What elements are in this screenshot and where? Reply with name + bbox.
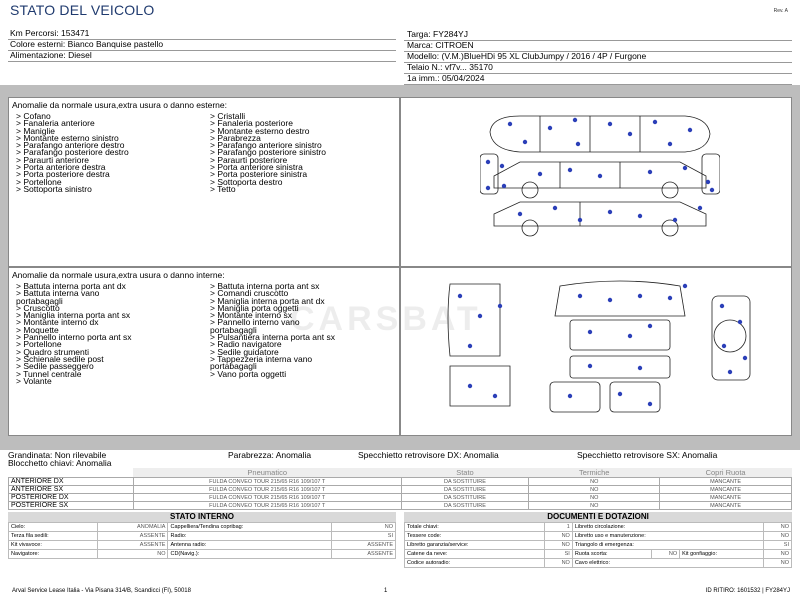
interior-item: > Battuta interna vano <box>16 288 100 299</box>
field-value: NO <box>544 532 572 541</box>
footer-id-ritiro: ID RITIRO: 1601532 | FY284YJ <box>705 588 790 594</box>
damage-marker <box>728 370 732 374</box>
exterior-item: > Porta posteriore sinistra <box>210 169 308 180</box>
info-km: Km Percorsi: 153471 <box>10 28 90 38</box>
damage-marker <box>498 304 502 308</box>
tyre-header-termiche: Termiche <box>529 468 660 478</box>
interior-item: > Montante interno sx <box>210 310 292 321</box>
damage-marker <box>486 160 490 164</box>
interior-item: > Quadro strumenti <box>16 346 89 357</box>
exterior-item: > Cofano <box>16 111 51 121</box>
watermark: CARSBAT <box>290 300 482 338</box>
tyre-model: FULDA CONVEO TOUR 215/65 R16 109/107 T <box>133 494 401 502</box>
exterior-item: > Portellone <box>16 176 62 187</box>
interior-list-left <box>16 283 132 385</box>
frame-right <box>792 97 800 439</box>
exterior-item: > Parafango anteriore sinistro <box>210 140 322 151</box>
field-value: NO <box>764 532 792 541</box>
interior-item: > Tappezzeria interna vano <box>210 353 313 364</box>
interior-item: > Sedile passeggero <box>16 361 94 372</box>
interior-item: > Volante <box>16 375 52 386</box>
info-immatricolazione: 1a imm.: 05/04/2024 <box>407 73 485 83</box>
damage-marker <box>468 384 472 388</box>
page-title: STATO DEL VEICOLO <box>10 2 155 18</box>
damage-marker <box>618 392 622 396</box>
field-label: Cielo: <box>9 523 98 532</box>
field-value: SI <box>331 532 395 541</box>
tyre-model: FULDA CONVEO TOUR 215/65 R16 109/107 T <box>133 478 401 486</box>
damage-marker <box>578 294 582 298</box>
interior-item: > Pannello interno vano <box>210 317 300 328</box>
interior-item: > Tunnel centrale <box>16 368 82 379</box>
interior-item: portabagagli <box>210 324 257 335</box>
interior-item: > Maniglia interna porta ant sx <box>16 310 131 321</box>
interior-item: > Schienale sedile post <box>16 353 104 364</box>
frame-left <box>0 97 8 439</box>
tyre-stato: DA SOSTITUIRE <box>401 486 529 494</box>
stato-interno-table <box>8 522 396 559</box>
damage-marker <box>588 364 592 368</box>
revision-label: Rev. A <box>773 8 788 14</box>
damage-marker <box>502 184 506 188</box>
damage-marker <box>608 122 612 126</box>
damage-marker <box>518 212 522 216</box>
field-label: Cavo elettrico: <box>572 559 763 568</box>
interior-item: > Battuta interna porta ant dx <box>16 281 126 291</box>
tyre-termiche: NO <box>529 478 660 486</box>
field-value: NO <box>652 550 680 559</box>
damage-marker <box>486 186 490 190</box>
field-label: Cappelliera/Tendina copribag: <box>168 523 331 532</box>
exterior-item: > Paraurti posteriore <box>210 154 288 165</box>
table-row <box>405 559 792 568</box>
interior-item: > Cruscotto <box>16 302 60 313</box>
tyre-termiche: NO <box>529 494 660 502</box>
field-label: Codice autoradio: <box>405 559 545 568</box>
info-telaio: Telaio N.: vf7v... 35170 <box>407 62 493 72</box>
interior-diagram <box>440 276 780 432</box>
tyre-model: FULDA CONVEO TOUR 215/65 R16 109/107 T <box>133 486 401 494</box>
footer-page-number: 1 <box>384 588 388 594</box>
table-row <box>9 523 396 532</box>
table-row <box>9 541 396 550</box>
field-value: ANOMALIA <box>98 523 168 532</box>
field-label: Libretto circolazione: <box>572 523 763 532</box>
exterior-item: > Porta anteriore sinistra <box>210 162 303 173</box>
section-band <box>0 85 800 97</box>
interior-item: > Moquette <box>16 324 59 335</box>
status-parabrezza: Parabrezza: Anomalia <box>228 450 312 460</box>
interior-item: portabagagli <box>16 295 63 306</box>
field-value: ASSENTE <box>98 532 168 541</box>
table-row <box>405 541 792 550</box>
table-row <box>405 523 792 532</box>
frame-bottom <box>0 436 800 450</box>
exterior-item: > Paraurti anteriore <box>16 154 89 165</box>
tyre-termiche: NO <box>529 486 660 494</box>
table-row <box>9 502 792 510</box>
interior-item: > Radio navigatore <box>210 339 282 350</box>
field-label: Catene da neve: <box>405 550 545 559</box>
damage-marker <box>608 298 612 302</box>
field-label: Totale chiavi: <box>405 523 545 532</box>
field-label: Ruota scorta: <box>572 550 651 559</box>
exterior-item: > Sottoporta destro <box>210 176 283 187</box>
tyre-position: POSTERIORE DX <box>9 494 134 502</box>
damage-marker <box>738 320 742 324</box>
damage-marker <box>588 330 592 334</box>
table-row <box>9 486 792 494</box>
damage-marker <box>493 394 497 398</box>
field-label: Triangolo di emergenza: <box>572 541 763 550</box>
damage-marker <box>568 394 572 398</box>
field-label: CD(Navig.): <box>168 550 331 559</box>
damage-marker <box>576 142 580 146</box>
interior-item: > Montante interno dx <box>16 317 99 328</box>
damage-marker <box>553 206 557 210</box>
interior-item: > Maniglia porta oggetti <box>210 302 299 313</box>
exterior-item: > Porta posteriore destra <box>16 169 110 180</box>
interior-item: > Battuta interna porta ant sx <box>210 281 320 291</box>
field-label: Radio: <box>168 532 331 541</box>
damage-marker <box>568 168 572 172</box>
damage-marker <box>688 128 692 132</box>
damage-marker <box>722 344 726 348</box>
exterior-car-diagram <box>480 104 720 264</box>
interior-item: portabagagli <box>210 361 257 372</box>
tyre-header-stato: Stato <box>401 468 529 478</box>
field-value: ASSENTE <box>98 541 168 550</box>
exterior-item: > Sottoporta sinistro <box>16 183 92 194</box>
status-specchietto-dx: Specchietto retrovisore DX: Anomalia <box>358 450 499 460</box>
tyre-copri-ruota: MANCANTE <box>660 478 792 486</box>
documenti-header: DOCUMENTI E DOTAZIONI <box>404 512 792 522</box>
damage-marker <box>706 180 710 184</box>
info-colore: Colore esterni: Bianco Banquise pastello <box>10 39 164 49</box>
exterior-item: > Maniglie <box>16 125 55 136</box>
damage-marker <box>500 164 504 168</box>
field-value: SI <box>544 550 572 559</box>
interior-item: > Maniglia interna porta ant dx <box>210 295 325 306</box>
damage-marker <box>573 118 577 122</box>
info-modello: Modello: (V.M.)BlueHDi 95 XL ClubJumpy / 2016 / 4P / Furgone <box>407 51 647 61</box>
table-row <box>9 478 792 486</box>
tyre-header-pneumatico: Pneumatico <box>133 468 401 478</box>
field-value: NO <box>544 559 572 568</box>
field-label: Libretto garanzia/service: <box>405 541 545 550</box>
tyre-copri-ruota: MANCANTE <box>660 486 792 494</box>
field-value: 1 <box>544 523 572 532</box>
field-value: NO <box>764 523 792 532</box>
interior-item: > Vano porta oggetti <box>210 368 287 379</box>
table-row <box>9 550 396 559</box>
field-value: ASSENTE <box>331 550 395 559</box>
exterior-item: > Tetto <box>210 183 236 194</box>
interior-item: > Pannello interno porta ant sx <box>16 332 132 343</box>
interior-item: > Sedile guidatore <box>210 346 279 357</box>
exterior-item: > Parafango posteriore sinistro <box>210 147 326 158</box>
damage-marker <box>698 206 702 210</box>
field-label: Terza fila sedili: <box>9 532 98 541</box>
status-blocchetto: Blocchetto chiavi: Anomalia <box>8 458 112 468</box>
tyre-model: FULDA CONVEO TOUR 215/65 R16 109/107 T <box>133 502 401 510</box>
exterior-item: > Parabrezza <box>210 132 261 143</box>
damage-marker <box>683 166 687 170</box>
exterior-item: > Fanaleria anteriore <box>16 118 95 129</box>
exterior-item: > Porta anteriore destra <box>16 162 106 173</box>
damage-marker <box>668 142 672 146</box>
exterior-list-right <box>210 113 326 193</box>
damage-marker <box>578 218 582 222</box>
damage-marker <box>668 296 672 300</box>
documenti-table <box>404 522 792 568</box>
field-value: NO <box>98 550 168 559</box>
tyre-stato: DA SOSTITUIRE <box>401 502 529 510</box>
tyre-copri-ruota: MANCANTE <box>660 494 792 502</box>
damage-marker <box>648 324 652 328</box>
damage-marker <box>548 126 552 130</box>
status-grandinata: Grandinata: Non rilevabile <box>8 450 107 460</box>
field-label: Kit gonfiaggio: <box>680 550 764 559</box>
damage-marker <box>628 132 632 136</box>
info-marca: Marca: CITROEN <box>407 40 474 50</box>
tyre-position: ANTERIORE SX <box>9 486 134 494</box>
info-targa: Targa: FY284YJ <box>407 29 468 39</box>
damage-marker <box>468 344 472 348</box>
field-value: NO <box>764 550 792 559</box>
exterior-item: > Parafango posteriore destro <box>16 147 129 158</box>
tyre-position: POSTERIORE SX <box>9 502 134 510</box>
tyre-termiche: NO <box>529 502 660 510</box>
damage-marker <box>608 210 612 214</box>
damage-marker <box>683 284 687 288</box>
tyre-position: ANTERIORE DX <box>9 478 134 486</box>
field-value: NO <box>764 559 792 568</box>
exterior-item: > Parafango anteriore destro <box>16 140 125 151</box>
exterior-list-left <box>16 113 129 193</box>
table-row <box>9 494 792 502</box>
damage-marker <box>638 366 642 370</box>
damage-marker <box>638 214 642 218</box>
table-row <box>405 532 792 541</box>
field-label: Kit vivavoce: <box>9 541 98 550</box>
damage-marker <box>598 174 602 178</box>
exterior-item: > Montante esterno destro <box>210 125 310 136</box>
tyre-copri-ruota: MANCANTE <box>660 502 792 510</box>
table-row <box>9 532 396 541</box>
field-value: ASSENTE <box>331 541 395 550</box>
tyre-stato: DA SOSTITUIRE <box>401 478 529 486</box>
damage-marker <box>653 120 657 124</box>
damage-marker <box>523 140 527 144</box>
info-alimentazione: Alimentazione: Diesel <box>10 50 92 60</box>
field-value: SI <box>764 541 792 550</box>
interior-item: > Pulsantiera interna porta ant sx <box>210 332 335 343</box>
damage-marker <box>538 172 542 176</box>
field-value: NO <box>331 523 395 532</box>
damage-marker <box>720 304 724 308</box>
tyre-header-copri-ruota: Copri Ruota <box>660 468 792 478</box>
interior-item: > Comandi cruscotto <box>210 288 289 299</box>
field-label: Navigatore: <box>9 550 98 559</box>
damage-marker <box>458 294 462 298</box>
damage-marker <box>508 122 512 126</box>
damage-marker <box>628 334 632 338</box>
footer-company: Arval Service Lease Italia - Via Pisana 314/B, Scandicci (FI), 50018 <box>12 588 191 594</box>
table-row <box>405 550 792 559</box>
exterior-item: > Fanaleria posteriore <box>210 118 293 129</box>
damage-marker <box>638 294 642 298</box>
damage-marker <box>648 170 652 174</box>
field-value: NO <box>544 541 572 550</box>
damage-marker <box>648 402 652 406</box>
field-label: Tessere code: <box>405 532 545 541</box>
tyre-stato: DA SOSTITUIRE <box>401 494 529 502</box>
exterior-title: Anomalie da normale usura,extra usura o danno esterne: <box>12 100 227 110</box>
damage-marker <box>743 356 747 360</box>
status-specchietto-sx: Specchietto retrovisore SX: Anomalia <box>577 450 718 460</box>
interior-item: > Portellone <box>16 339 62 350</box>
damage-marker <box>673 218 677 222</box>
field-label: Libretto uso e manutenzione: <box>572 532 763 541</box>
tyre-table <box>8 468 792 510</box>
damage-marker <box>710 188 714 192</box>
exterior-item: > Cristalli <box>210 111 246 121</box>
exterior-item: > Montante esterno sinistro <box>16 132 119 143</box>
stato-interno-header: STATO INTERNO <box>8 512 396 522</box>
field-label: Antenna radio: <box>168 541 331 550</box>
interior-title: Anomalie da normale usura,extra usura o danno interne: <box>12 270 225 280</box>
